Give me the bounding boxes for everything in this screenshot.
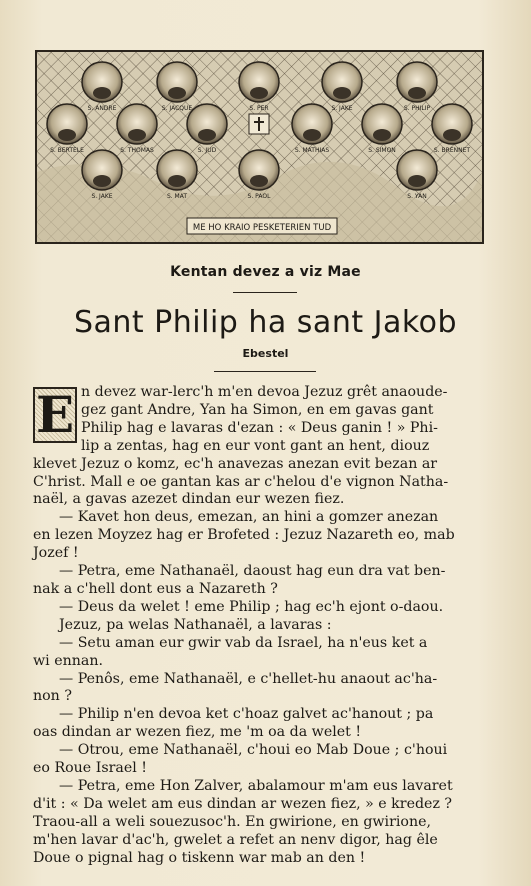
text-line: eo Roue Israel ! bbox=[33, 760, 147, 777]
dropcap-letter: E bbox=[33, 387, 77, 443]
article-body bbox=[33, 384, 495, 867]
paragraph bbox=[33, 778, 495, 868]
apostle-medallion bbox=[157, 62, 197, 112]
text-line: naël, a gavas azezet dindan eur wezen fiez. bbox=[33, 491, 345, 508]
apostle-medallion bbox=[47, 104, 87, 154]
apostle-medallion bbox=[117, 104, 157, 154]
text-line: — Otrou, eme Nathanaël, c'houi eo Mab Doue ; c'houi bbox=[59, 742, 448, 759]
apostle-name: S. PAOL bbox=[247, 193, 271, 200]
apostle-name: S. YAN bbox=[407, 193, 427, 200]
engraving-image bbox=[37, 52, 482, 242]
apostle-medallion bbox=[432, 104, 472, 154]
apostle-name: S. JACQUE bbox=[161, 105, 193, 112]
apostle-name: S. ANDRE bbox=[87, 105, 117, 112]
paragraph bbox=[33, 563, 495, 599]
apostle-name: S. PER bbox=[249, 105, 269, 112]
apostle-name: S. MATHIAS bbox=[294, 147, 330, 154]
paragraph bbox=[33, 635, 495, 671]
page-title: Sant Philip ha sant Jakob bbox=[73, 305, 458, 340]
apostle-name: S. BRENNET bbox=[433, 147, 471, 154]
apostle-name: S. JUD bbox=[197, 147, 217, 154]
text-line: d'it : « Da welet am eus dindan ar wezen fiez, » e kredez ? bbox=[33, 795, 453, 812]
page-subtitle: Ebestel bbox=[242, 347, 289, 360]
text-line: n devez war-lerc'h m'en devoa Jezuz grêt anaoude- bbox=[81, 384, 448, 400]
paragraph bbox=[33, 671, 495, 707]
paragraph bbox=[33, 599, 495, 617]
paragraph bbox=[33, 509, 495, 563]
text-line: Jezuz, pa welas Nathanaël, a lavaras : bbox=[59, 616, 332, 633]
text-line: — Petra, eme Nathanaël, daoust hag eun dra vat ben- bbox=[59, 563, 446, 580]
text-line: Philip hag e lavaras d'ezan : « Deus ganin ! » Phi- bbox=[81, 419, 438, 436]
central-cross bbox=[249, 114, 269, 134]
text-line: Traou-all a weli souezusoc'h. En gwirione, en gwirione, bbox=[33, 813, 431, 830]
text-line: — Deus da welet ! eme Philip ; hag ec'h ejont o-daou. bbox=[59, 598, 444, 615]
text-line: — Petra, eme Hon Zalver, abalamour m'am eus lavaret bbox=[59, 777, 453, 794]
text-line: — Philip n'en devoa ket c'hoaz galvet ac'hanout ; pa bbox=[59, 706, 434, 723]
text-line: oas dindan ar wezen fiez, me 'm oa da welet ! bbox=[33, 724, 362, 741]
apostle-name: S. SIMON bbox=[368, 147, 396, 154]
text-line: non ? bbox=[33, 688, 72, 705]
paragraph bbox=[33, 384, 495, 509]
text-line: Doue o pignal hag o tiskenn war mab an den ! bbox=[33, 849, 366, 866]
paragraph bbox=[33, 617, 495, 635]
apostle-name: S. JAKE bbox=[91, 193, 113, 200]
text-line: wi ennan. bbox=[33, 652, 103, 669]
text-line: — Kavet hon deus, emezan, an hini a gomzer anezan bbox=[59, 509, 439, 526]
motto-text: ME HO KRAIO PESKETERIEN TUD bbox=[192, 223, 332, 233]
text-line: gez gant Andre, Yan ha Simon, en em gavas gant bbox=[81, 401, 434, 418]
text-line: klevet Jezuz o komz, ec'h anavezas anezan evit bezan ar bbox=[33, 455, 438, 472]
apostle-medallion bbox=[82, 62, 122, 112]
apostle-name: S. PHILIP bbox=[403, 105, 431, 112]
divider-top bbox=[233, 292, 297, 293]
text-line: en lezen Moyzez hag er Brofeted : Jezuz Nazareth eo, mab bbox=[33, 527, 455, 544]
apostle-name: S. THOMAS bbox=[120, 147, 154, 154]
text-line: m'hen lavar d'ac'h, gwelet a refet an nenv digor, hag êle bbox=[33, 831, 438, 848]
apostle-medallion bbox=[292, 104, 332, 154]
apostle-name: S. JAKE bbox=[331, 105, 353, 112]
paragraph bbox=[33, 706, 495, 742]
text-line: — Penôs, eme Nathanaël, e c'hellet-hu anaout ac'ha- bbox=[59, 670, 438, 687]
text-line: — Setu aman eur gwir vab da Israel, ha n'eus ket a bbox=[59, 634, 428, 651]
paragraph bbox=[33, 742, 495, 778]
text-line: Jozef ! bbox=[33, 545, 79, 562]
divider-bottom bbox=[214, 371, 316, 372]
text-line: C'hrist. Mall e oe gantan kas ar c'helou d'e vignon Natha- bbox=[33, 473, 449, 490]
apostle-name: S. MAT bbox=[166, 193, 188, 200]
day-heading: Kentan devez a viz Mae bbox=[170, 264, 361, 280]
text-line: nak a c'hell dont eus a Nazareth ? bbox=[33, 580, 278, 597]
text-line: lip a zentas, hag en eur vont gant an hent, diouz bbox=[81, 437, 430, 454]
apostle-name: S. BERTELE bbox=[50, 147, 84, 154]
apostles-engraving bbox=[35, 50, 484, 244]
